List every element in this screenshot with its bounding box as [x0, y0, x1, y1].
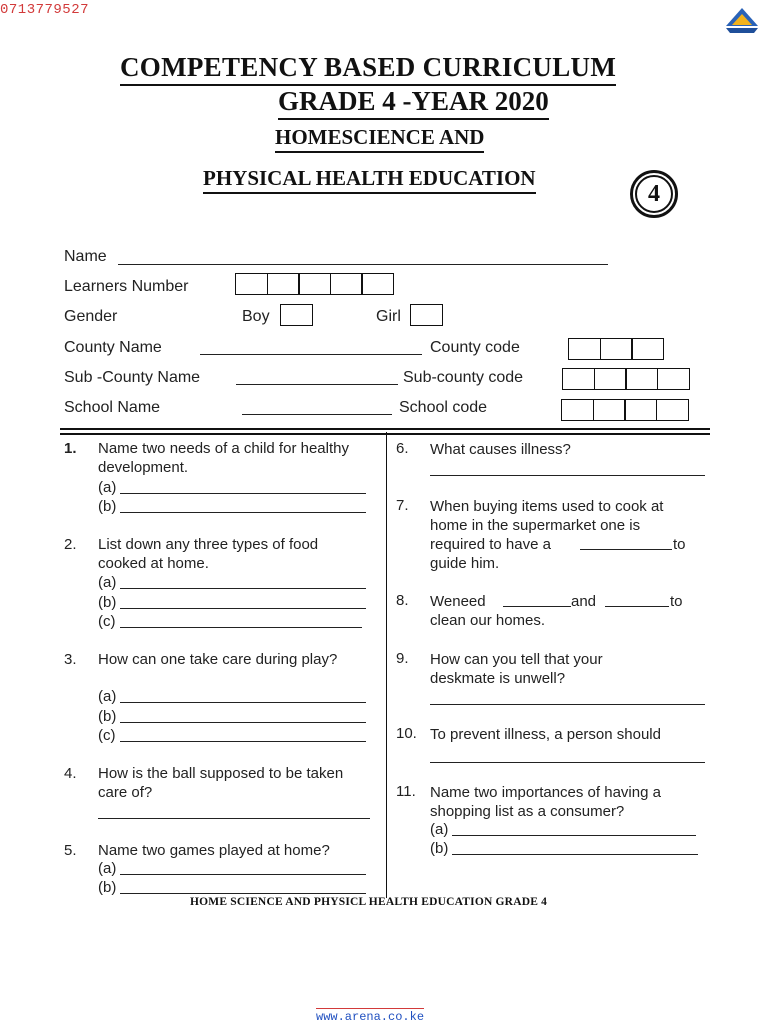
q2-b-answer[interactable]: [120, 608, 366, 609]
q10-text: To prevent illness, a person should: [430, 726, 661, 743]
title-subject-1: HOMESCIENCE AND: [275, 125, 484, 153]
name-label: Name: [64, 248, 107, 265]
q5-b-label: (b): [98, 879, 117, 896]
sub-county-code-label: Sub-county code: [403, 369, 524, 386]
q3-a-label: (a): [98, 688, 117, 705]
q9-answer[interactable]: [430, 704, 705, 705]
q3-c-label: (c): [98, 727, 116, 744]
q7-line4: guide him.: [430, 555, 500, 572]
school-name-field[interactable]: [242, 414, 392, 415]
q8-number: 8.: [396, 592, 409, 609]
q2-c-label: (c): [98, 613, 116, 630]
q10-number: 10.: [396, 725, 417, 742]
q7-line3a: required to have a: [430, 536, 551, 553]
arena-logo-icon: [724, 6, 760, 36]
girl-label: Girl: [376, 308, 401, 325]
website-watermark[interactable]: www.arena.co.ke: [316, 1010, 425, 1024]
q8-text-c: to: [670, 593, 683, 610]
q1-a-answer[interactable]: [120, 493, 366, 494]
q1-b-answer[interactable]: [120, 512, 366, 513]
q3-a-answer[interactable]: [120, 702, 366, 703]
q6-text: What causes illness?: [430, 441, 571, 458]
county-name-field[interactable]: [200, 354, 422, 355]
q11-a-label: (a): [430, 821, 449, 838]
q2-b-label: (b): [98, 594, 117, 611]
q5-a-label: (a): [98, 860, 117, 877]
sub-county-name-label: Sub -County Name: [64, 369, 201, 386]
paper-number-badge: [630, 170, 678, 218]
school-code-boxes[interactable]: [561, 399, 687, 421]
q2-a-answer[interactable]: [120, 588, 366, 589]
q3-c-answer[interactable]: [120, 741, 366, 742]
q6-answer[interactable]: [430, 475, 705, 476]
learners-number-label: Learners Number: [64, 278, 189, 295]
paper-footer: HOME SCIENCE AND PHYSICL HEALTH EDUCATION GRADE 4: [190, 896, 548, 908]
q8-answer-1[interactable]: [503, 606, 571, 607]
girl-checkbox[interactable]: [410, 304, 442, 326]
phone-number-watermark: 0713779527: [0, 2, 90, 18]
q4-answer[interactable]: [98, 818, 370, 819]
q5-text: Name two games played at home?: [98, 842, 330, 859]
q2-c-answer[interactable]: [120, 627, 362, 628]
q5-number: 5.: [64, 842, 77, 859]
title-grade-year: GRADE 4 -YEAR 2020: [278, 86, 549, 120]
title-curriculum: COMPETENCY BASED CURRICULUM: [120, 52, 616, 86]
q11-a-answer[interactable]: [452, 835, 696, 836]
boy-checkbox[interactable]: [280, 304, 312, 326]
q11-b-answer[interactable]: [452, 854, 698, 855]
q10-answer[interactable]: [430, 762, 705, 763]
q5-b-answer[interactable]: [120, 893, 366, 894]
title-subject-2: PHYSICAL HEALTH EDUCATION: [203, 166, 536, 194]
q2-a-label: (a): [98, 574, 117, 591]
q5-a-answer[interactable]: [120, 874, 366, 875]
q1-text: Name two needs of a child for healthy development.: [98, 440, 349, 476]
sub-county-code-boxes[interactable]: [562, 368, 688, 390]
q7-answer[interactable]: [580, 549, 672, 550]
q11-b-label: (b): [430, 840, 449, 857]
q9-number: 9.: [396, 650, 409, 667]
q3-text: How can one take care during play?: [98, 651, 338, 668]
name-field[interactable]: [118, 264, 608, 265]
gender-label: Gender: [64, 308, 118, 325]
school-name-label: School Name: [64, 399, 161, 416]
q11-text: Name two importances of having a shopping list as a consumer?: [430, 784, 661, 820]
q3-b-label: (b): [98, 708, 117, 725]
q2-number: 2.: [64, 536, 77, 553]
divider-top: [60, 428, 710, 430]
q4-text: How is the ball supposed to be taken care of?: [98, 765, 344, 801]
q3-b-answer[interactable]: [120, 722, 366, 723]
county-code-label: County code: [430, 339, 520, 356]
q7-number: 7.: [396, 497, 409, 514]
q8-line2: clean our homes.: [430, 612, 546, 629]
divider-bottom: [60, 433, 710, 435]
q7-line2: home in the supermarket one is: [430, 517, 641, 534]
q8-text-b: and: [571, 593, 597, 610]
q4-number: 4.: [64, 765, 77, 782]
county-code-boxes[interactable]: [568, 338, 663, 360]
q1-number: 1.: [64, 440, 77, 457]
boy-label: Boy: [242, 308, 270, 325]
q7-line3b: to: [673, 536, 686, 553]
q7-line1: When buying items used to cook at: [430, 498, 664, 515]
q6-number: 6.: [396, 440, 409, 457]
sub-county-name-field[interactable]: [236, 384, 398, 385]
q9-text: How can you tell that your deskmate is unwell?: [430, 651, 603, 687]
q2-text: List down any three types of food cooked at home.: [98, 536, 319, 572]
q3-number: 3.: [64, 651, 77, 668]
county-name-label: County Name: [64, 339, 162, 356]
q1-b-label: (b): [98, 498, 117, 515]
column-divider: [386, 432, 387, 898]
q11-number: 11.: [396, 783, 416, 800]
q1-a-label: (a): [98, 479, 117, 496]
learners-number-boxes[interactable]: [235, 273, 393, 295]
q8-answer-2[interactable]: [605, 606, 669, 607]
school-code-label: School code: [399, 399, 488, 416]
q8-text-a: Weneed: [430, 593, 486, 610]
paper-number: 4: [635, 175, 673, 213]
